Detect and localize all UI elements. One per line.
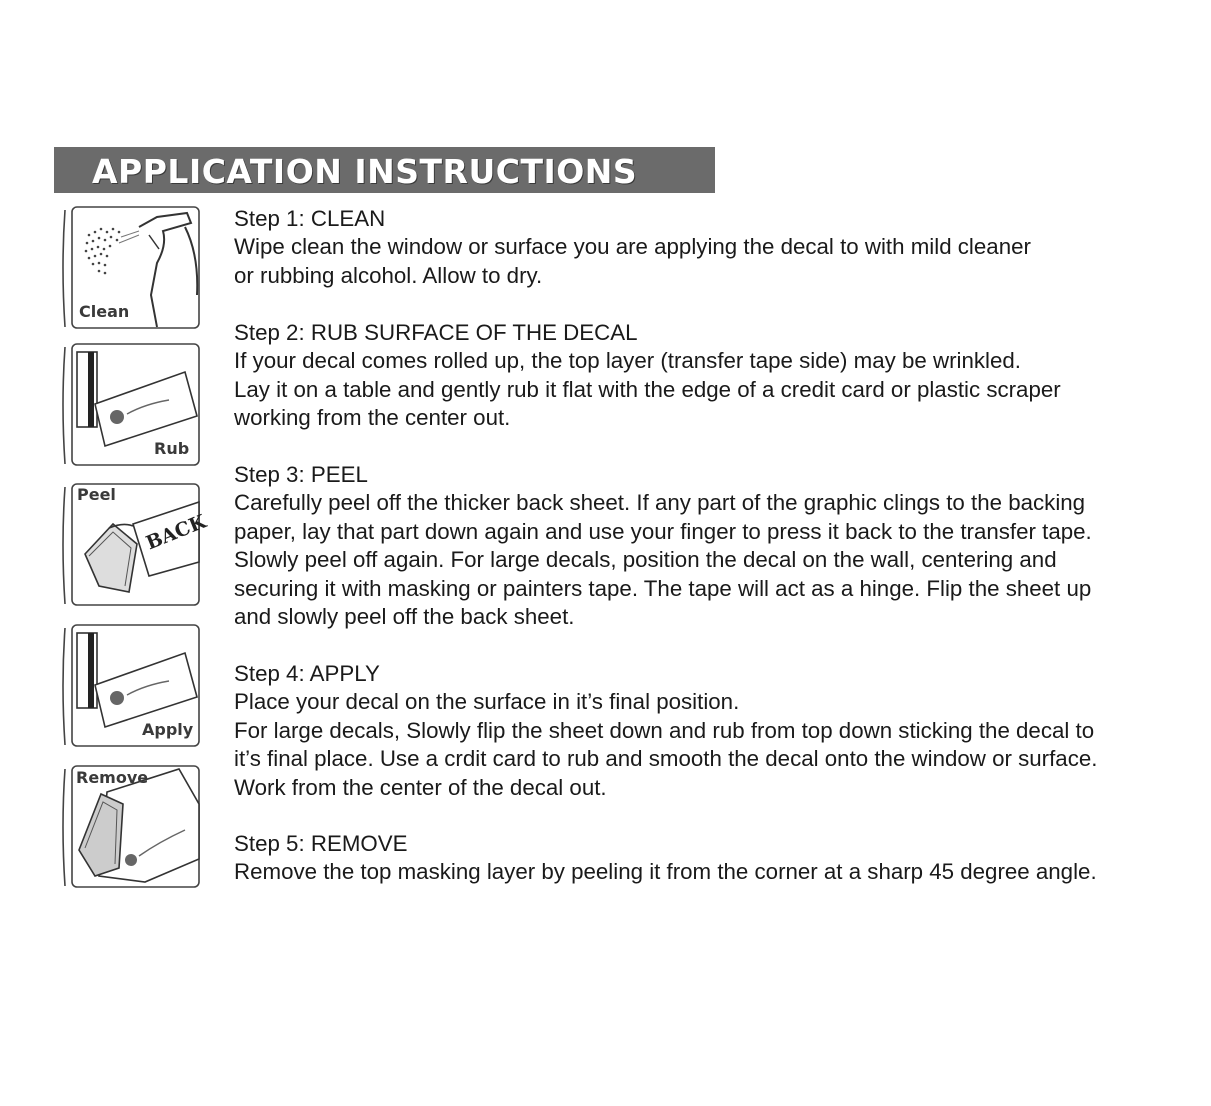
- step-line: Lay it on a table and gently rub it flat with the edge of a credit card or plastic scraper: [234, 376, 1061, 402]
- icon-label-apply: Apply: [142, 720, 194, 739]
- step-1-clean: [234, 205, 1194, 290]
- icon-label-peel: Peel: [77, 485, 116, 504]
- step-icon-rub: [59, 342, 201, 467]
- step-3-peel: [234, 461, 1194, 631]
- page-title: APPLICATION INSTRUCTIONS: [92, 152, 638, 191]
- step-line: Place your decal on the surface in it’s final position.: [234, 689, 740, 715]
- step-line: Slowly peel off again. For large decals, position the decal on the wall, centering and: [234, 547, 1057, 573]
- step-line: If your decal comes rolled up, the top layer (transfer tape side) may be wrinkled.: [234, 348, 1021, 374]
- step-icon-remove: [59, 764, 201, 889]
- icon-label-rub: Rub: [154, 439, 190, 458]
- step-line: or rubbing alcohol. Allow to dry.: [234, 262, 543, 288]
- step-line: Wipe clean the window or surface you are applying the decal to with mild cleaner: [234, 234, 1031, 260]
- step-line: Carefully peel off the thicker back sheet. If any part of the graphic clings to the backing: [234, 490, 1086, 516]
- step-title: Step 5: REMOVE: [234, 831, 408, 856]
- step-5-remove: [234, 830, 1194, 887]
- step-title: Step 3: PEEL: [234, 462, 368, 487]
- step-line: and slowly peel off the back sheet.: [234, 604, 575, 630]
- step-line: it’s final place. Use a crdit card to rub and smooth the decal onto the window or surface.: [234, 746, 1098, 772]
- step-icon-apply: [59, 623, 201, 748]
- icon-label-remove: Remove: [76, 768, 149, 787]
- step-title: Step 1: CLEAN: [234, 206, 386, 231]
- step-line: working from the center out.: [234, 405, 511, 431]
- step-line: Work from the center of the decal out.: [234, 774, 607, 800]
- header-banner: [54, 147, 715, 193]
- step-line: For large decals, Slowly flip the sheet down and rub from top down sticking the decal to: [234, 717, 1095, 743]
- step-title: Step 2: RUB SURFACE OF THE DECAL: [234, 320, 638, 345]
- step-2-rub: [234, 319, 1194, 433]
- step-title: Step 4: APPLY: [234, 661, 380, 686]
- step-4-apply: [234, 660, 1194, 802]
- step-line: securing it with masking or painters tape. The tape will act as a hinge. Flip the sheet up: [234, 575, 1092, 601]
- icon-label-clean: Clean: [79, 302, 130, 321]
- step-line: paper, lay that part down again and use your finger to press it back to the transfer tape.: [234, 518, 1092, 544]
- step-line: Remove the top masking layer by peeling it from the corner at a sharp 45 degree angle.: [234, 859, 1097, 885]
- step-icon-clean: [59, 205, 201, 330]
- step-icon-peel: [59, 482, 210, 607]
- back-sheet-text: BACK: [143, 510, 210, 555]
